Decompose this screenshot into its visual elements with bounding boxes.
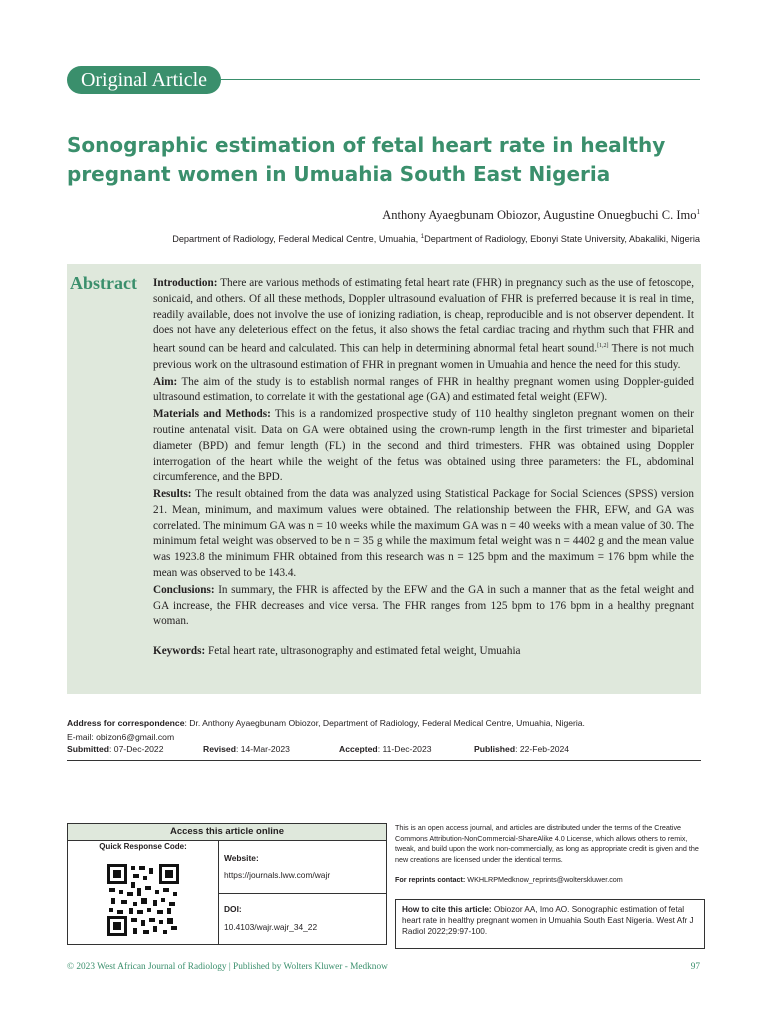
abstract-body: [153, 276, 694, 661]
page-number: 97: [690, 962, 700, 972]
keywords-heading: Keywords:: [153, 645, 206, 658]
reprints-email[interactable]: WKHLRPMedknow_reprints@wolterskluwer.com: [465, 875, 623, 884]
intro-heading: Introduction:: [153, 277, 218, 289]
abstract-keywords: [153, 644, 694, 660]
submitted-date: [67, 744, 163, 754]
abstract-introduction: [153, 276, 694, 374]
aim-text: The aim of the study is to establish normal ranges of FHR in healthy pregnant women using Doppler-guided ultrasound estimation, to correlate it with the gestational age (GA) and estimated fetal weight (EFW).: [153, 375, 694, 404]
reprints-contact: [395, 875, 705, 884]
author-sup: 1: [696, 208, 700, 216]
divider: [67, 760, 701, 761]
published-date: [474, 744, 569, 754]
abstract-methods: [153, 407, 694, 486]
affiliation-a: Department of Radiology, Federal Medical Centre, Umuahia,: [172, 234, 421, 245]
conclusions-heading: Conclusions:: [153, 583, 215, 596]
qr-column: [68, 841, 219, 944]
accepted-date: [339, 744, 432, 754]
cite-label: How to cite this article:: [402, 905, 492, 914]
affiliation-sup: 1: [420, 234, 425, 240]
authors: [382, 208, 700, 223]
accepted-value: : 11-Dec-2023: [377, 744, 432, 754]
abstract-label: Abstract: [70, 273, 137, 293]
website-label: Website:: [224, 853, 259, 863]
correspondence-email[interactable]: E-mail: obizon6@gmail.com: [67, 732, 175, 742]
intro-text-a: There are various methods of estimating fetal heart rate (FHR) in pregnancy such as the use of fetoscope, sonicaid, and others. Of all these methods, Doppler ultrasound evaluation of FHR is preferred because it is real in time, readily available, does not involve the use of ionizing radiation, is cheap, reproducible and is not observer dependent. It does not have any deleterious effect on the fetus, it also shows the fetal cardiac tracing and rhythm such that FHR and heart sound can be heard and calculated. This can help in determining abnormal fetal heart sound.: [153, 277, 694, 355]
cite-text: Obiozor AA, Imo AO. Sonographic estimation of fetal heart rate in healthy pregnant women in Umuahia South East Nigeria. West Afr J Radiol 2022;29:97-100.: [402, 905, 694, 936]
keywords-text: Fetal heart rate, ultrasonography and estimated fetal weight, Umuahia: [205, 645, 521, 658]
section-rule: [221, 79, 700, 80]
abstract-results: [153, 487, 694, 582]
cite-box: [395, 899, 705, 949]
doi-label: DOI:: [224, 904, 242, 914]
correspondence-text: : Dr. Anthony Ayaegbunam Obiozor, Department of Radiology, Federal Medical Centre, Umuahia, Nigeria.: [184, 718, 585, 728]
intro-citation: [1,2]: [597, 343, 609, 350]
intro-text-b: There is not much previous work on the ultrasound estimation of FHR in pregnant women in Umuahia and hence the need for this study.: [153, 342, 694, 371]
correspondence-label: Address for correspondence: [67, 718, 185, 728]
access-header: Access this article online: [68, 824, 386, 841]
accepted-label: Accepted: [339, 744, 378, 754]
access-divider: [218, 893, 386, 894]
article-title: Sonographic estimation of fetal heart rate in healthy pregnant women in Umuahia South East Nigeria: [67, 133, 666, 186]
methods-heading: Materials and Methods:: [153, 408, 271, 421]
correspondence: [67, 716, 707, 744]
footer-credit: © 2023 West African Journal of Radiology | Published by Wolters Kluwer - Medknow: [67, 962, 388, 972]
aim-heading: Aim:: [153, 375, 178, 388]
published-label: Published: [474, 744, 516, 754]
submitted-label: Submitted: [67, 744, 110, 754]
author-names: Anthony Ayaegbunam Obiozor, Augustine Onuegbuchi C. Imo: [382, 208, 697, 223]
license-text: This is an open access journal, and articles are distributed under the terms of the Creative Commons Attribution-NonCommercial-ShareAlike 4.0 License, which allows others to remix, tweak, and build upon the work non-commercially, as long as appropriate credit is given and the new creations are licensed under the identical terms.: [395, 823, 699, 864]
revised-value: : 14-Mar-2023: [235, 744, 290, 754]
reprints-label: For reprints contact:: [395, 875, 466, 884]
methods-text: This is a randomized prospective study of 110 healthy singleton pregnant women on their routine antenatal visit. Data on GA were obtained using the crown-rump length in the first trimester and biparietal diameter (BPD) and femur length (FL) in the second and third trimesters. FHR was obtained using Doppler interrogation of the heart while the weight of the fetus was obtained using three parameters: the FL, abdominal circumference, and the BPD.: [153, 408, 694, 484]
results-text: The result obtained from the data was analyzed using Statistical Package for Social Sciences (SPSS) version 21. Mean, minimum, and maximum values were obtained. The relationship between the FHR, EFW, and GA was correlated. The minimum GA was n = 10 weeks while the maximum GA was n = 40 weeks with a mean value of 30. The minimum fetal weight was observed to be n = 35 g while the maximum fetal weight was n = 4402 g and the mean value was 1923.8 the minimum FHR obtained from this research was n = 125 bpm and the maximum = 176 bpm while the mean was observed to be 143.4.: [153, 488, 695, 580]
doi-value[interactable]: 10.4103/wajr.wajr_34_22: [224, 922, 318, 932]
access-online-box: [67, 823, 387, 945]
revised-label: Revised: [203, 744, 236, 754]
section-label: Original Article: [67, 66, 221, 94]
revised-date: [203, 744, 290, 754]
qr-label: Quick Response Code:: [99, 842, 187, 851]
qr-code-icon[interactable]: [107, 864, 179, 936]
abstract-conclusions: [153, 583, 694, 630]
results-heading: Results:: [153, 488, 192, 501]
published-value: : 22-Feb-2024: [515, 744, 570, 754]
affiliations: [172, 234, 700, 244]
submitted-value: : 07-Dec-2022: [109, 744, 164, 754]
affiliation-b: Department of Radiology, Ebonyi State University, Abakaliki, Nigeria: [424, 234, 700, 245]
conclusions-text: In summary, the FHR is affected by the EFW and the GA in such a manner that as the fetal weight and GA increase, the FHR decreases and vice versa. The FHR ranges from 125 bpm to 176 bpm in a healthy pregnant woman.: [153, 583, 694, 628]
abstract-aim: [153, 375, 694, 407]
website-link[interactable]: https://journals.lww.com/wajr: [224, 870, 331, 880]
